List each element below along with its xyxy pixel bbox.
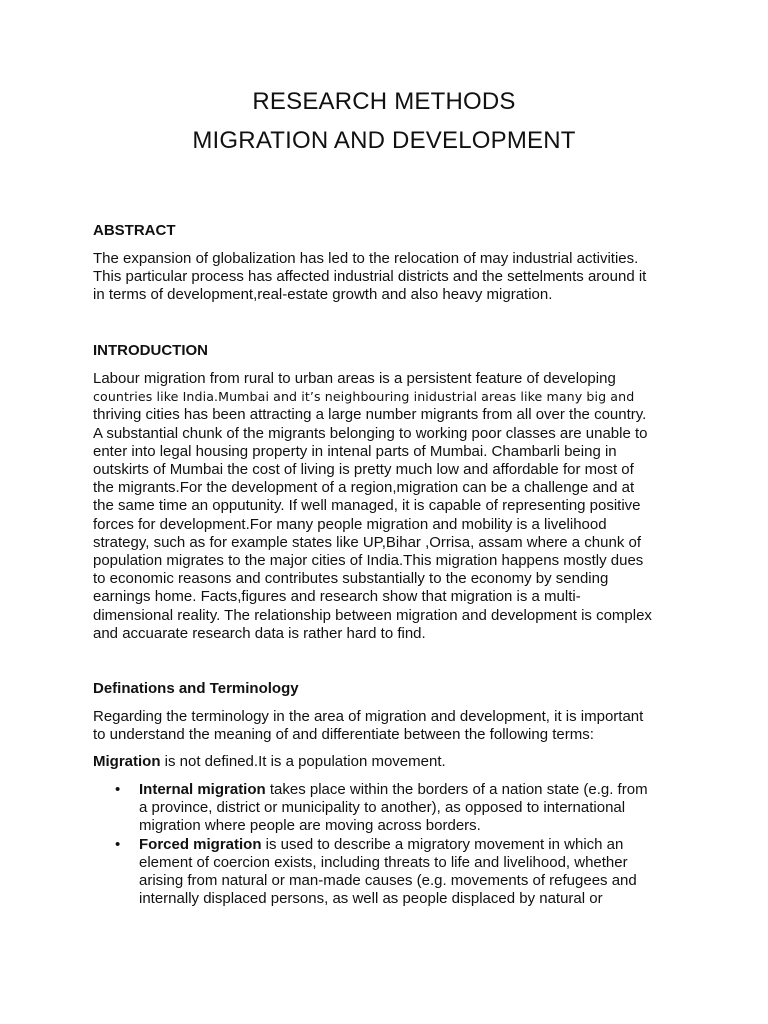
term-text: takes place within the borders of a nation state (e.g. from [265, 781, 648, 798]
text-line: enter into legal housing property in intenal parts of Mumbai. Chambarli being in [93, 442, 617, 460]
term-text: is used to describe a migratory movement in which an [261, 835, 624, 853]
text-line: forces for development.For many people migration and mobility is a livelihood [93, 515, 607, 533]
text-line: outskirts of Mumbai the cost of living is pretty much low and affordable for most of [93, 461, 634, 479]
text-line: earnings home. Facts,figures and research show that migration is a multi- [93, 588, 581, 606]
text-line: A substantial chunk of the migrants belonging to working poor classes are unable to [93, 424, 648, 442]
text-line: strategy, such as for example states like UP,Bihar ,Orrisa, assam where a chunk of [93, 533, 642, 551]
text-line [93, 753, 683, 771]
migration-text: is not defined.It is a population movement. [160, 753, 446, 770]
text-line: to economic reasons and contributes substantially to the economy by sending [93, 570, 609, 588]
list-item [93, 781, 693, 836]
bullet-icon: • [115, 781, 121, 798]
definitions-paragraph [93, 708, 683, 744]
text-line: countries like India.Mumbai and it’s neighbouring inidustrial areas like many big and [93, 389, 635, 405]
text-line: to understand the meaning of and differentiate between the following terms: [93, 726, 594, 744]
text-line [139, 836, 693, 854]
list-item [93, 836, 693, 909]
definitions-heading: Definations and Terminology [93, 680, 299, 697]
introduction-heading: INTRODUCTION [93, 342, 208, 359]
document-subtitle: MIGRATION AND DEVELOPMENT [192, 127, 576, 154]
term-label: Internal migration [139, 781, 266, 798]
text-line: arising from natural or man-made causes (e.g. movements of refugees and [139, 872, 637, 890]
text-line: migration where people are moving across borders. [139, 817, 481, 835]
text-line: a province, district or municipality to another), as opposed to international [139, 799, 626, 817]
term-label: Forced migration [139, 835, 262, 853]
migration-definition [93, 753, 683, 771]
text-line: The expansion of globalization has led to the relocation of may industrial activities. [93, 250, 639, 267]
text-line: population migrates to the major cities of India.This migration happens mostly dues [93, 552, 644, 570]
terms-list [93, 781, 693, 908]
text-line: This particular process has affected industrial districts and the settelments around it [93, 268, 647, 286]
abstract-paragraph [93, 250, 683, 305]
text-line: thriving cities has been attracting a large number migrants from all over the country. [93, 406, 647, 424]
document-title: RESEARCH METHODS [252, 88, 516, 115]
migration-term: Migration [93, 753, 161, 770]
text-line: dimensional reality. The relationship between migration and development is complex [93, 606, 652, 624]
text-line: the migrants.For the development of a region,migration can be a challenge and at [93, 479, 635, 497]
text-line: and accuarate research data is rather hard to find. [93, 624, 426, 642]
text-line [139, 781, 693, 799]
introduction-paragraph [93, 370, 683, 643]
text-line: the same time an opputunity. If well managed, it is capable of representing positive [93, 497, 641, 515]
text-line: internally displaced persons, as well as people displaced by natural or [139, 890, 603, 908]
bullet-icon: • [115, 835, 121, 853]
text-line: Regarding the terminology in the area of migration and development, it is important [93, 708, 644, 725]
text-line: element of coercion exists, including threats to life and livelihood, whether [139, 853, 628, 871]
text-line: Labour migration from rural to urban areas is a persistent feature of developing [93, 370, 616, 387]
text-line: in terms of development,real-estate growth and also heavy migration. [93, 286, 553, 304]
abstract-heading: ABSTRACT [93, 222, 176, 239]
